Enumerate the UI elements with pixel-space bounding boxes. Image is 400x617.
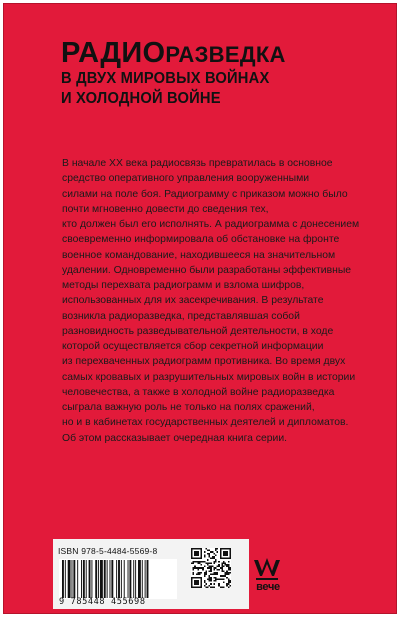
title-subtitle-line-2: И ХОЛОДНОЙ ВОЙНЕ xyxy=(61,90,221,107)
annotation-line: почти мгновенно довести до сведения тех, xyxy=(62,203,269,215)
title-subtitle-line-1: В ДВУХ МИРОВЫХ ВОЙНАХ xyxy=(61,70,270,87)
barcode-icon xyxy=(59,559,177,599)
annotation-line: разновидность разведывательной деятельности, в ходе xyxy=(62,325,334,337)
annotation-line: удалении. Одновременно были разработаны эффективные xyxy=(62,264,352,276)
annotation-line: возникла радиоразведка, представлявшая собой xyxy=(62,310,300,322)
isbn-label: ISBN 978-5-4484-5569-8 xyxy=(58,546,158,556)
title-main-line xyxy=(61,39,371,69)
annotation-line: но и в кабинетах государственных деятелей и дипломатов. xyxy=(62,417,349,429)
annotation-line: сыграла важную роль не только на полях сражений, xyxy=(62,402,315,413)
annotation-line: методы перехвата радиограмм и взлома шифров, xyxy=(62,280,305,291)
annotation-line: самых кровавых и разрушительных мировых войн в истории xyxy=(62,371,356,383)
veche-publisher-logo-icon xyxy=(250,554,284,602)
annotation-line: военное командование, находившееся на значительном xyxy=(62,249,336,261)
annotation-line: Об этом рассказывает очередная книга серии. xyxy=(62,432,288,444)
annotation-line: использованных для их засекречивания. В результате xyxy=(62,295,324,307)
book-back-cover xyxy=(3,3,397,614)
annotation-line: кто должен был его исполнять. А радиограмма с донесением xyxy=(62,219,360,230)
annotation-line: своевременно информировала об обстановке на фронте xyxy=(62,234,340,246)
title-part-radio: РАДИО xyxy=(61,37,166,69)
annotation-line: которой осуществляется сбор секретной информации xyxy=(62,341,324,352)
annotation-line: силами на поле боя. Радиограмму с приказом можно было xyxy=(62,188,348,200)
annotation-line: человечества, а также в холодной войне радиоразведка xyxy=(62,386,335,398)
title-part-razvedka: РАЗВЕДКА xyxy=(165,42,286,67)
annotation-text xyxy=(62,156,362,446)
annotation-line: В начале XX века радиосвязь превратилась в основное xyxy=(62,158,333,169)
publisher-logo-text: вече xyxy=(256,581,280,593)
annotation-line: средство оперативного управления вооруженными xyxy=(62,173,310,185)
barcode-digits: 9 785448 455698 xyxy=(59,597,146,607)
book-title xyxy=(61,39,371,109)
qr-code-icon xyxy=(191,548,231,588)
annotation-line: из перехваченных радиограмм противника. Во время двух xyxy=(62,356,346,368)
